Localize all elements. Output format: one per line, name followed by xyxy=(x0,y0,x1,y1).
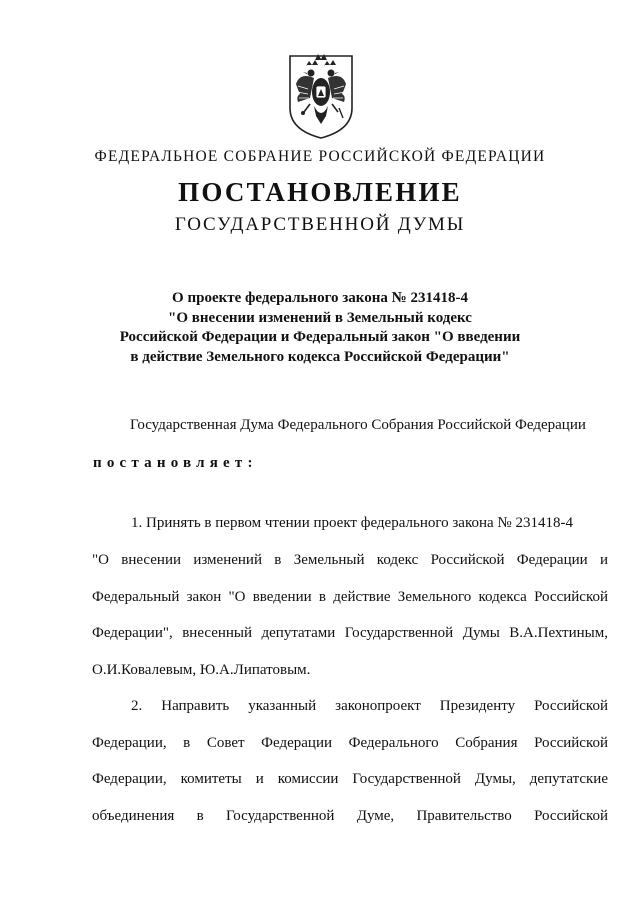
paragraph-1-line: Федерации", внесенный депутатами Государственной Думы В.А.Пехтиным, xyxy=(92,625,608,641)
subject-line: О проекте федерального закона № 231418-4 xyxy=(172,290,468,306)
subject-line: в действие Земельного кодекса Российской Федерации" xyxy=(130,348,510,365)
paragraph-2-line: объединения в Государственной Думе, Правительство Российской xyxy=(92,808,608,824)
decides-text: постановляет: xyxy=(93,455,258,471)
paragraph-1-line: О.И.Ковалевым, Ю.А.Липатовым. xyxy=(92,662,311,678)
paragraph-2-line: Федерации, в Совет Федерации Федерального Собрания Российской xyxy=(92,735,608,751)
paragraph-2-line: 2. Направить указанный законопроект Президенту Российской xyxy=(131,698,608,714)
organization-title: ФЕДЕРАЛЬНОЕ СОБРАНИЕ РОССИЙСКОЙ ФЕДЕРАЦИИ xyxy=(94,148,546,165)
paragraph-1-line: 1. Принять в первом чтении проект федерального закона № 231418-4 xyxy=(131,515,573,531)
document-type-title: ПОСТАНОВЛЕНИЕ xyxy=(178,177,462,207)
paragraph-1-line: Федеральный закон "О введении в действие Земельного кодекса Российской xyxy=(92,589,608,605)
subject-line: "О внесении изменений в Земельный кодекс xyxy=(168,309,472,326)
document-issuer-title: ГОСУДАРСТВЕННОЙ ДУМЫ xyxy=(174,214,466,235)
paragraph-2-line: Федерации, комитеты и комиссии Государственной Думы, депутатские xyxy=(92,771,608,787)
document-subject xyxy=(80,289,560,367)
paragraph-1-line: "О внесении изменений в Земельный кодекс Российской Федерации и xyxy=(92,552,608,568)
preamble-text: Государственная Дума Федерального Собрания Российской Федерации xyxy=(130,417,586,433)
coat-of-arms-emblem-icon xyxy=(286,50,356,142)
subject-line: Российской Федерации и Федеральный закон "О введении xyxy=(119,329,521,345)
